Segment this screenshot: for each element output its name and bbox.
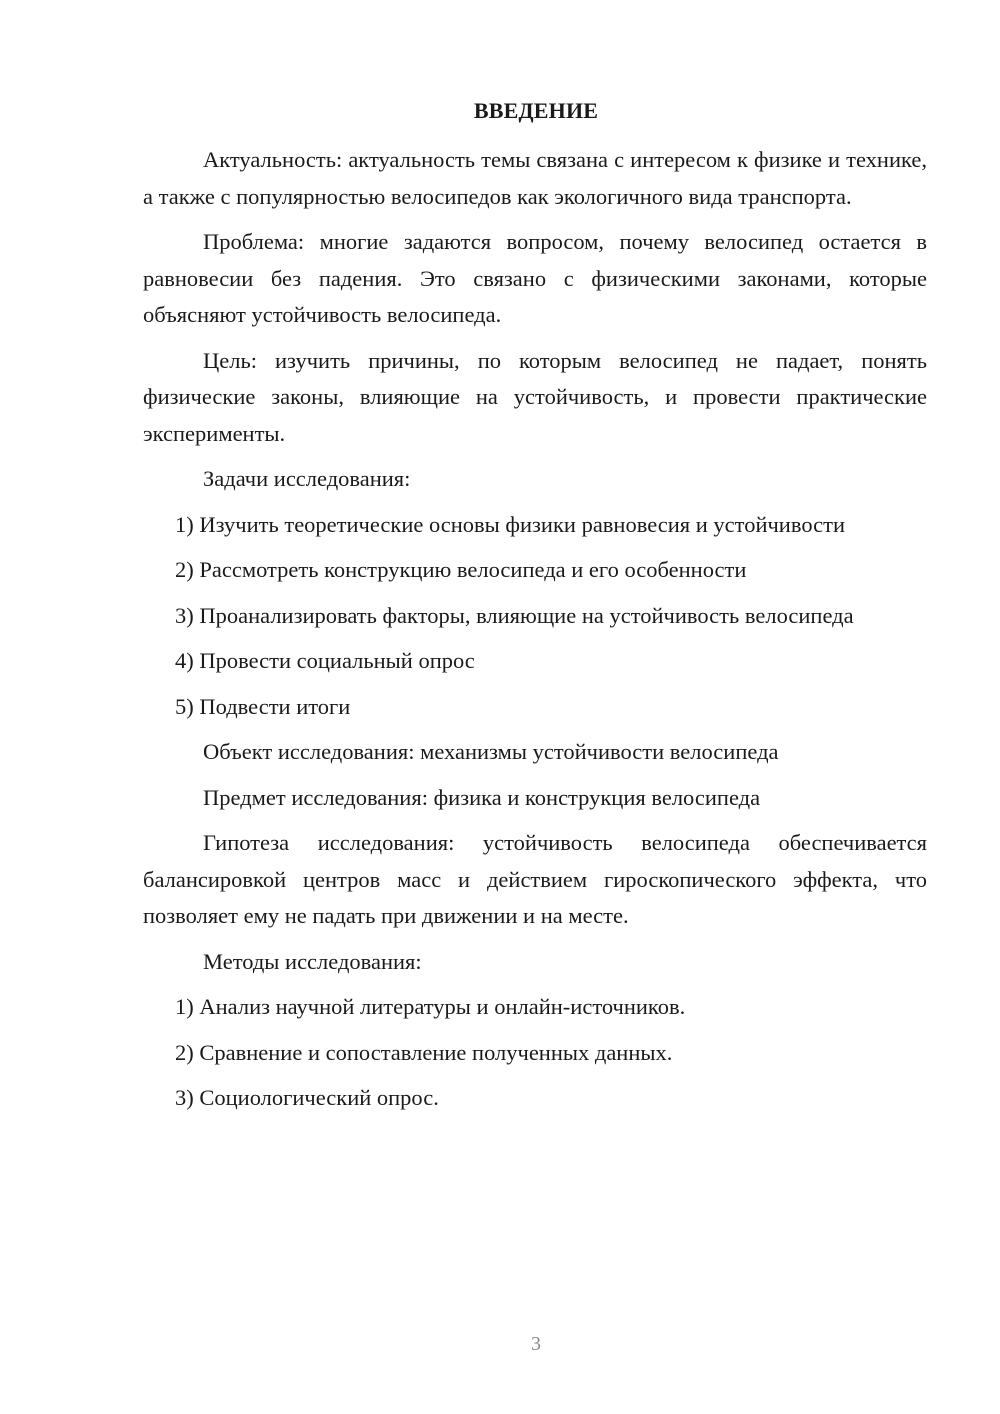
tasks-title: Задачи исследования:: [203, 466, 411, 491]
task-item: 3) Проанализировать факторы, влияющие на устойчивость велосипеда: [175, 602, 854, 628]
problem-paragraph: Проблема: многие задаются вопросом, почему велосипед остается в равновесии без падения. Это связано с физическими законами, которые объясняют устойчивость велосипеда.: [143, 229, 927, 327]
method-item: 1) Анализ научной литературы и онлайн-источников.: [175, 994, 686, 1019]
subject-paragraph: Предмет исследования: физика и конструкция велосипеда: [203, 784, 761, 810]
method-item: 3) Социологический опрос.: [175, 1085, 439, 1110]
method-item: 2) Сравнение и сопоставление полученных данных.: [175, 1039, 673, 1065]
methods-list: [143, 989, 927, 1117]
hypothesis-paragraph: Гипотеза исследования: устойчивость велосипеда обеспечивается балансировкой центров масс и действием гироскопического эффекта, что позволяет ему не падать при движении и на месте.: [143, 830, 927, 928]
goal-paragraph: Цель: изучить причины, по которым велосипед не падает, понять физические законы, влияющие на устойчивость, и провести практические эксперименты.: [143, 347, 927, 446]
page-number: 3: [531, 1333, 541, 1355]
task-item: 4) Провести социальный опрос: [175, 648, 475, 673]
object-paragraph: Объект исследования: механизмы устойчивости велосипеда: [203, 739, 779, 764]
task-item: 5) Подвести итоги: [175, 693, 351, 719]
methods-title: Методы исследования:: [203, 948, 422, 974]
section-heading: ВВЕДЕНИЕ: [473, 98, 599, 123]
task-item: 2) Рассмотреть конструкцию велосипеда и его особенности: [175, 557, 747, 582]
tasks-list: [143, 507, 927, 726]
page-body: [143, 142, 927, 1126]
task-item: 1) Изучить теоретические основы физики равновесия и устойчивости: [175, 511, 845, 537]
relevance-paragraph: Актуальность: актуальность темы связана с интересом к физике и технике, а также с популярностью велосипедов как экологичного вида транспорта.: [143, 147, 927, 209]
